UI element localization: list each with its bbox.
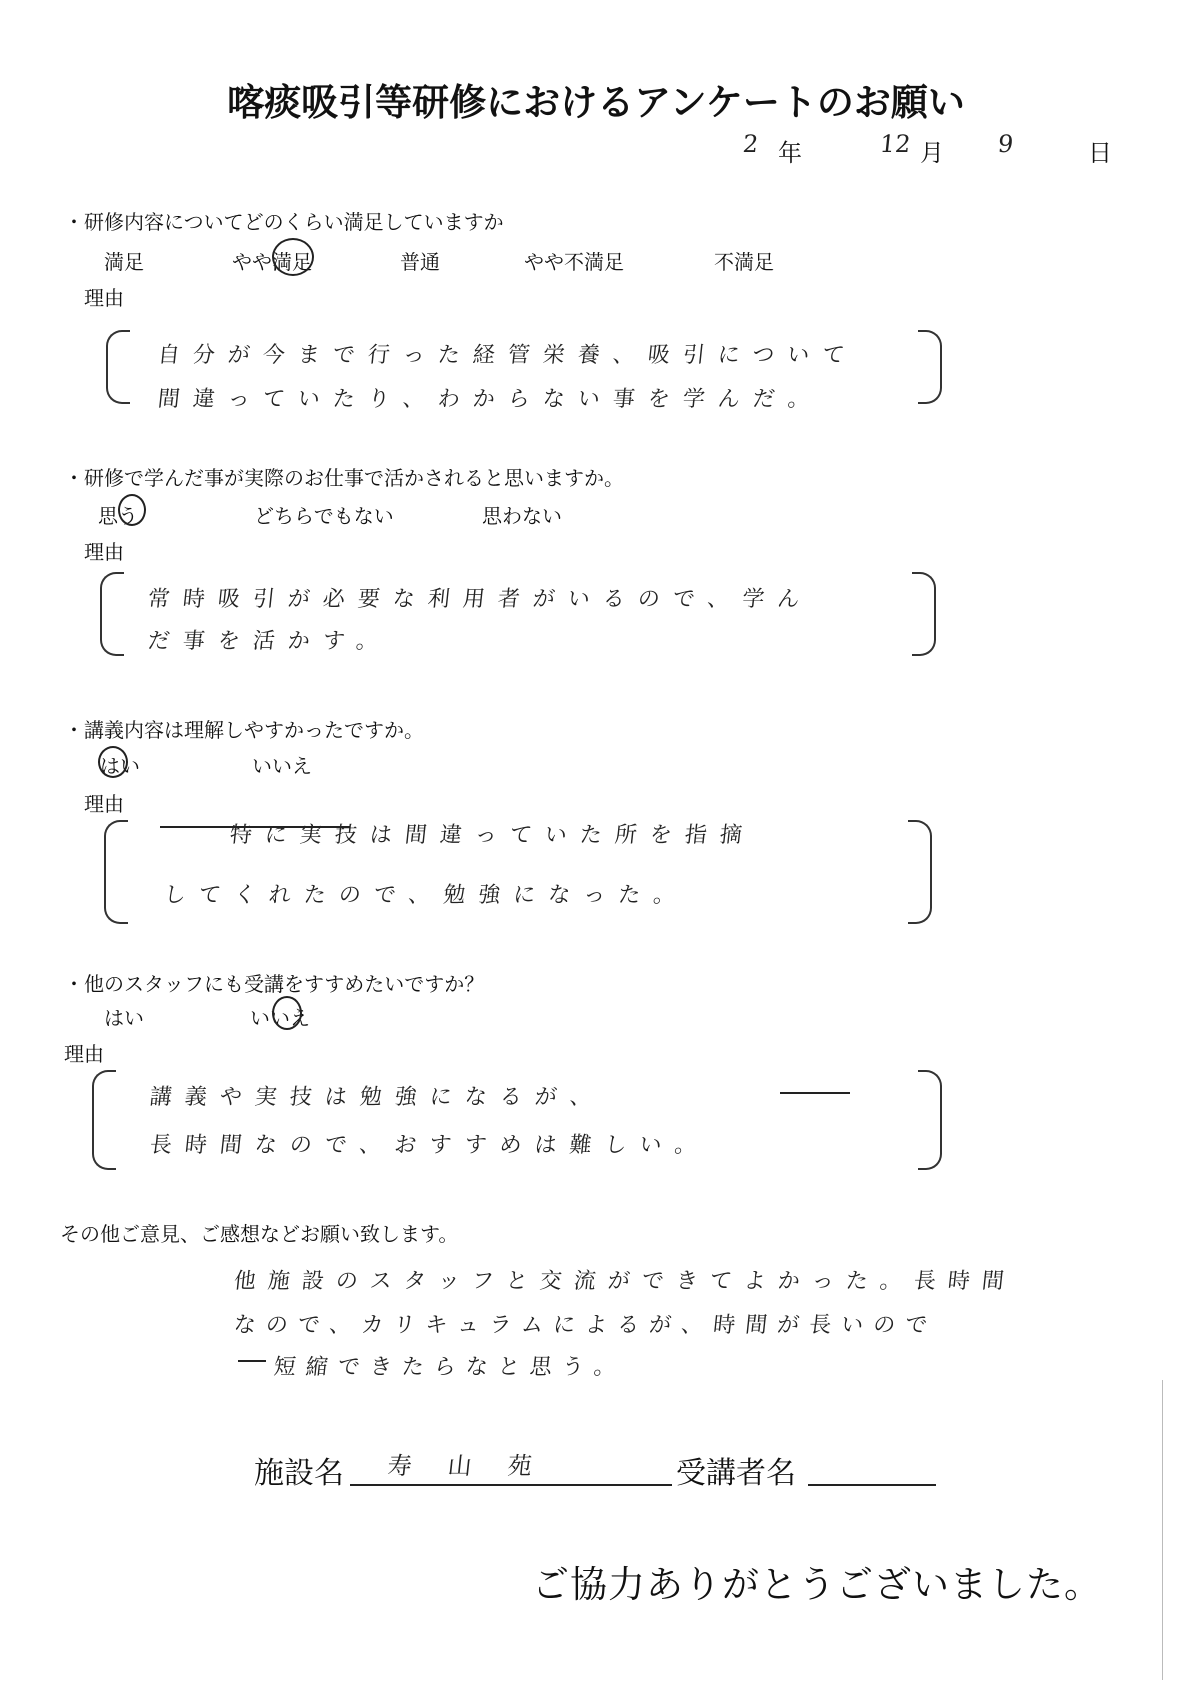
q3-reason-label: 理由 bbox=[84, 792, 124, 816]
q1-answer-line-2: 間違っていたり、わからない事を学んだ。 bbox=[156, 387, 825, 412]
q1-option-dissatisfied[interactable]: 不満足 bbox=[714, 250, 774, 274]
q3-option-yes[interactable]: はい bbox=[100, 754, 140, 778]
q2-option-neither[interactable]: どちらでもない bbox=[254, 504, 394, 528]
q3-question: ・講義内容は理解しやすかったですか。 bbox=[64, 718, 424, 742]
q3-reason-bracket-right bbox=[908, 820, 932, 924]
q1-reason-bracket-right bbox=[918, 330, 942, 404]
q4-reason-label: 理由 bbox=[64, 1042, 104, 1066]
date-day-label: 日 bbox=[1088, 139, 1112, 167]
q1-option-neutral[interactable]: 普通 bbox=[400, 250, 440, 274]
other-strikethrough-mark bbox=[238, 1360, 266, 1362]
date-month-label: 月 bbox=[920, 139, 944, 167]
q4-option-no[interactable]: いいえ bbox=[250, 1006, 310, 1030]
facility-name-value[interactable]: 寿山苑 bbox=[386, 1452, 570, 1480]
q2-reason-label: 理由 bbox=[84, 540, 124, 564]
date-day-value: 9 bbox=[996, 130, 1015, 158]
q1-selection-circle bbox=[272, 238, 314, 276]
q3-answer-line-1: 特に実技は間違っていた所を指摘 bbox=[228, 823, 757, 848]
q1-option-satisfied[interactable]: 満足 bbox=[104, 250, 144, 274]
q2-selection-circle bbox=[118, 494, 146, 526]
q3-option-no[interactable]: いいえ bbox=[252, 754, 312, 778]
q4-option-yes[interactable]: はい bbox=[104, 1006, 144, 1030]
q3-selection-circle bbox=[98, 746, 128, 778]
q1-question: ・研修内容についてどのくらい満足していますか bbox=[64, 210, 504, 234]
q2-option-no[interactable]: 思わない bbox=[482, 504, 562, 528]
date-year-value: 2 bbox=[741, 130, 760, 158]
q4-reason-bracket-right bbox=[918, 1070, 942, 1170]
q3-reason-bracket-left bbox=[104, 820, 128, 924]
q2-question: ・研修で学んだ事が実際のお仕事で活かされると思いますか。 bbox=[64, 466, 624, 490]
thanks-message: ご協力ありがとうございました。 bbox=[532, 1563, 1102, 1606]
q2-option-yes[interactable]: 思う bbox=[98, 504, 138, 528]
date-month-value: 12 bbox=[878, 130, 913, 158]
q1-answer-line-1: 自分が今まで行った経管栄養、吸引について bbox=[156, 343, 859, 368]
attendee-name-underline bbox=[808, 1484, 936, 1486]
facility-name-label: 施設名 bbox=[254, 1456, 344, 1491]
attendee-name-label: 受講者名 bbox=[676, 1456, 796, 1491]
q1-option-somewhat-dissatisfied[interactable]: やや不満足 bbox=[524, 250, 624, 274]
other-answer-line-1: 他施設のスタッフと交流ができてよかった。長時間 bbox=[232, 1269, 1018, 1294]
scan-edge-line bbox=[1162, 1380, 1163, 1680]
q4-selection-circle bbox=[272, 996, 302, 1030]
q1-reason-label: 理由 bbox=[84, 286, 124, 310]
facility-name-underline bbox=[350, 1484, 672, 1486]
other-question: その他ご意見、ご感想などお願い致します。 bbox=[60, 1222, 459, 1246]
q4-strikethrough-mark bbox=[780, 1092, 850, 1094]
q4-question: ・他のスタッフにも受講をすすめたいですか？ bbox=[64, 972, 485, 996]
date-year-label: 年 bbox=[778, 139, 802, 167]
q1-reason-bracket-left bbox=[106, 330, 130, 404]
q4-answer-line-1: 講義や実技は勉強になるが、 bbox=[148, 1085, 607, 1110]
page-title: 喀痰吸引等研修におけるアンケートのお願い bbox=[227, 81, 965, 124]
q2-reason-bracket-right bbox=[912, 572, 936, 656]
q2-answer-line-2: だ事を活かす。 bbox=[146, 629, 393, 654]
other-answer-line-3: 短縮できたらなと思う。 bbox=[272, 1355, 628, 1380]
q3-answer-line-2: してくれたので、勉強になった。 bbox=[162, 883, 690, 908]
q4-answer-line-2: 長時間なので、おすすめは難しい。 bbox=[148, 1133, 711, 1158]
q4-reason-bracket-left bbox=[92, 1070, 116, 1170]
other-answer-line-2: なので、カリキュラムによるが、時間が長いので bbox=[232, 1313, 939, 1338]
q2-reason-bracket-left bbox=[100, 572, 124, 656]
q1-option-somewhat-satisfied[interactable]: やや満足 bbox=[232, 250, 312, 274]
q2-answer-line-1: 常時吸引が必要な利用者がいるので、学ん bbox=[146, 587, 814, 612]
